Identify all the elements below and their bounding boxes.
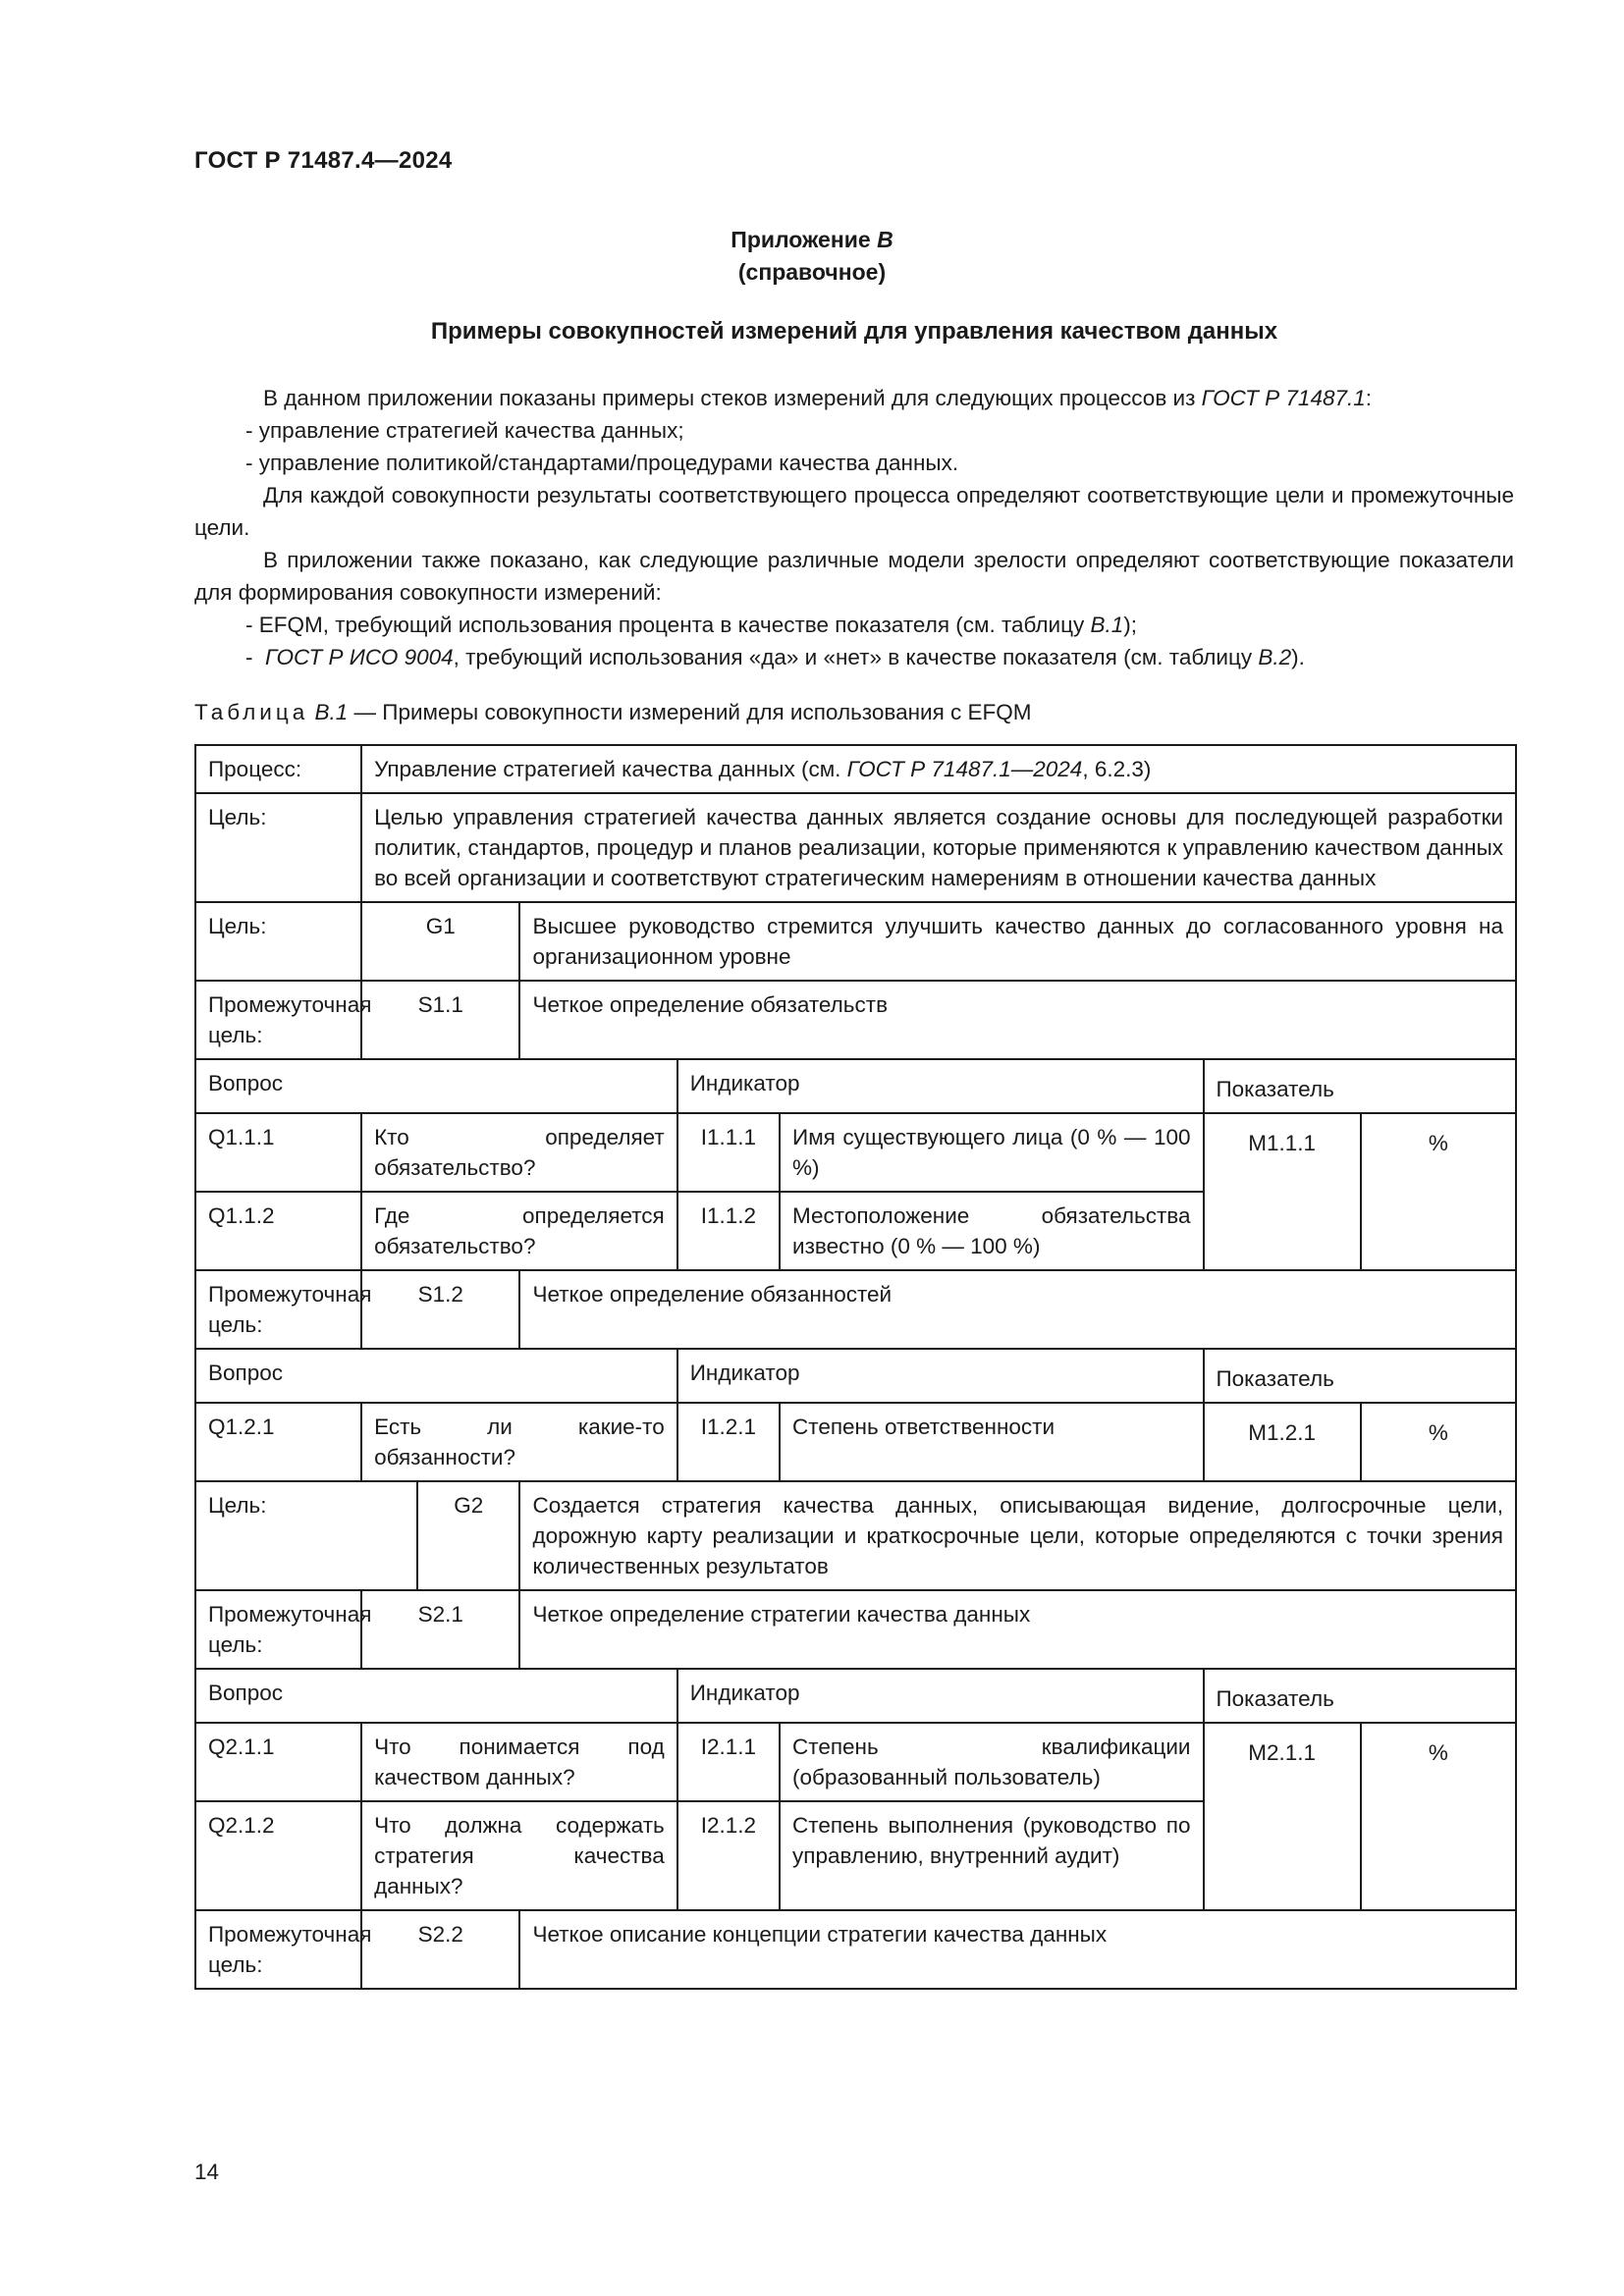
process-value: Управление стратегией качества данных (см. ГОСТ Р 71487.1—2024, 6.2.3) [361, 745, 1516, 793]
process-label: Процесс: [195, 745, 361, 793]
measurement-table [194, 744, 1517, 1990]
metric-code: M2.1.1 [1204, 1723, 1361, 1910]
intro-paragraph-2: Для каждой совокупности результаты соответствующего процесса определяют соответствующие цели и промежуточные цели. [194, 483, 1514, 540]
table-row [195, 1113, 1516, 1192]
table-row [195, 1270, 1516, 1349]
annex-letter: В [877, 227, 893, 252]
table-row [195, 1059, 1516, 1113]
table-row [195, 902, 1516, 981]
indicator-header: Индикатор [677, 1059, 1204, 1113]
indicator-text: Местоположение обязательства известно (0 % — 100 %) [780, 1192, 1203, 1270]
list-item: - управление стратегией качества данных; [245, 418, 684, 443]
goal-text: Высшее руководство стремится улучшить качество данных до согласованного уровня на организационном уровне [519, 902, 1516, 981]
goal-label: Цель: [195, 1481, 417, 1590]
table-row [195, 1403, 1516, 1481]
metric-code: M1.1.1 [1204, 1113, 1361, 1270]
question-code: Q1.2.1 [195, 1403, 361, 1481]
question-text: Есть ли какие-то обязанности? [361, 1403, 677, 1481]
page-number: 14 [194, 2160, 220, 2184]
indicator-code: I1.2.1 [677, 1403, 780, 1481]
question-header: Вопрос [195, 1349, 677, 1403]
section-heading: Примеры совокупностей измерений для управления качеством данных [430, 318, 1278, 345]
indicator-header: Индикатор [677, 1669, 1204, 1723]
question-text: Что понимается под качеством данных? [361, 1723, 677, 1801]
table-row [195, 981, 1516, 1059]
document-id: ГОСТ Р 71487.4—2024 [194, 147, 453, 174]
indicator-code: I1.1.1 [677, 1113, 780, 1192]
goal-code: G1 [361, 902, 519, 981]
metric-header: Показатель [1204, 1059, 1517, 1113]
table-row [195, 1590, 1516, 1669]
subgoal-label: Промежуточная цель: [195, 1590, 361, 1669]
table-row [195, 1669, 1516, 1723]
table-row [195, 1723, 1516, 1801]
goal-text: Целью управления стратегией качества данных является создание основы для последующей разработки политик, стандартов, процедур и планов реализации, которые применяются к управлению качеством данных во всей организации и соответствуют стратегическим намерениям в отношении качества данных [361, 793, 1516, 902]
indicator-code: I2.1.1 [677, 1723, 780, 1801]
indicator-text: Степень выполнения (руководство по управлению, внутренний аудит) [780, 1801, 1203, 1910]
gost-reference: ГОСТ Р 71487.1 [1201, 386, 1366, 410]
goal-code: G2 [417, 1481, 519, 1590]
subgoal-text: Четкое определение стратегии качества данных [519, 1590, 1516, 1669]
metric-code: M1.2.1 [1204, 1403, 1361, 1481]
metric-header: Показатель [1204, 1349, 1517, 1403]
question-text: Что должна содержать стратегия качества данных? [361, 1801, 677, 1910]
table-row [195, 1481, 1516, 1590]
subgoal-text: Четкое определение обязанностей [519, 1270, 1516, 1349]
table-caption: Таблица В.1 — Примеры совокупности измерений для использования с EFQM [194, 700, 1032, 724]
indicator-text: Степень ответственности [780, 1403, 1203, 1481]
subgoal-code: S1.2 [361, 1270, 519, 1349]
subgoal-label: Промежуточная цель: [195, 1910, 361, 1989]
question-header: Вопрос [195, 1669, 677, 1723]
question-header: Вопрос [195, 1059, 677, 1113]
question-code: Q1.1.2 [195, 1192, 361, 1270]
subgoal-label: Промежуточная цель: [195, 1270, 361, 1349]
annex-title [0, 224, 1624, 289]
indicator-header: Индикатор [677, 1349, 1204, 1403]
subgoal-code: S1.1 [361, 981, 519, 1059]
metric-unit: % [1361, 1723, 1516, 1910]
indicator-text: Имя существующего лица (0 % — 100 %) [780, 1113, 1203, 1192]
table-row [195, 1910, 1516, 1989]
subgoal-code: S2.1 [361, 1590, 519, 1669]
intro-paragraph-1: В данном приложении показаны примеры стеков измерений для следующих процессов из ГОСТ Р 71487.1: [263, 386, 1373, 410]
list-item: - EFQM, требующий использования процента в качестве показателя (см. таблицу В.1); [245, 613, 1138, 637]
question-text: Где определяется обязательство? [361, 1192, 677, 1270]
question-code: Q2.1.2 [195, 1801, 361, 1910]
goal-label: Цель: [195, 793, 361, 902]
intro-text [194, 382, 1514, 673]
subgoal-code: S2.2 [361, 1910, 519, 1989]
metric-header: Показатель [1204, 1669, 1517, 1723]
list-item: - управление политикой/стандартами/процедурами качества данных. [245, 451, 959, 475]
table-row [195, 793, 1516, 902]
metric-unit: % [1361, 1403, 1516, 1481]
goal-label: Цель: [195, 902, 361, 981]
question-text: Кто определяет обязательство? [361, 1113, 677, 1192]
indicator-text: Степень квалификации (образованный пользователь) [780, 1723, 1203, 1801]
intro-paragraph-3: В приложении также показано, как следующие различные модели зрелости определяют соответствующие показатели для формирования совокупности измерений: [194, 548, 1514, 605]
table-row [195, 745, 1516, 793]
goal-text: Создается стратегия качества данных, описывающая видение, долгосрочные цели, дорожную карту реализации и краткосрочные цели, которые определяются с точки зрения количественных результатов [519, 1481, 1516, 1590]
subgoal-text: Четкое определение обязательств [519, 981, 1516, 1059]
annex-label: Приложение [731, 227, 871, 252]
indicator-code: I1.1.2 [677, 1192, 780, 1270]
list-item: - ГОСТ Р ИСО 9004, требующий использования «да» и «нет» в качестве показателя (см. таблицу В.2). [245, 645, 1305, 669]
table-row [195, 1349, 1516, 1403]
question-code: Q1.1.1 [195, 1113, 361, 1192]
metric-unit: % [1361, 1113, 1516, 1270]
subgoal-label: Промежуточная цель: [195, 981, 361, 1059]
annex-status: (справочное) [737, 259, 887, 285]
question-code: Q2.1.1 [195, 1723, 361, 1801]
indicator-code: I2.1.2 [677, 1801, 780, 1910]
subgoal-text: Четкое описание концепции стратегии качества данных [519, 1910, 1516, 1989]
